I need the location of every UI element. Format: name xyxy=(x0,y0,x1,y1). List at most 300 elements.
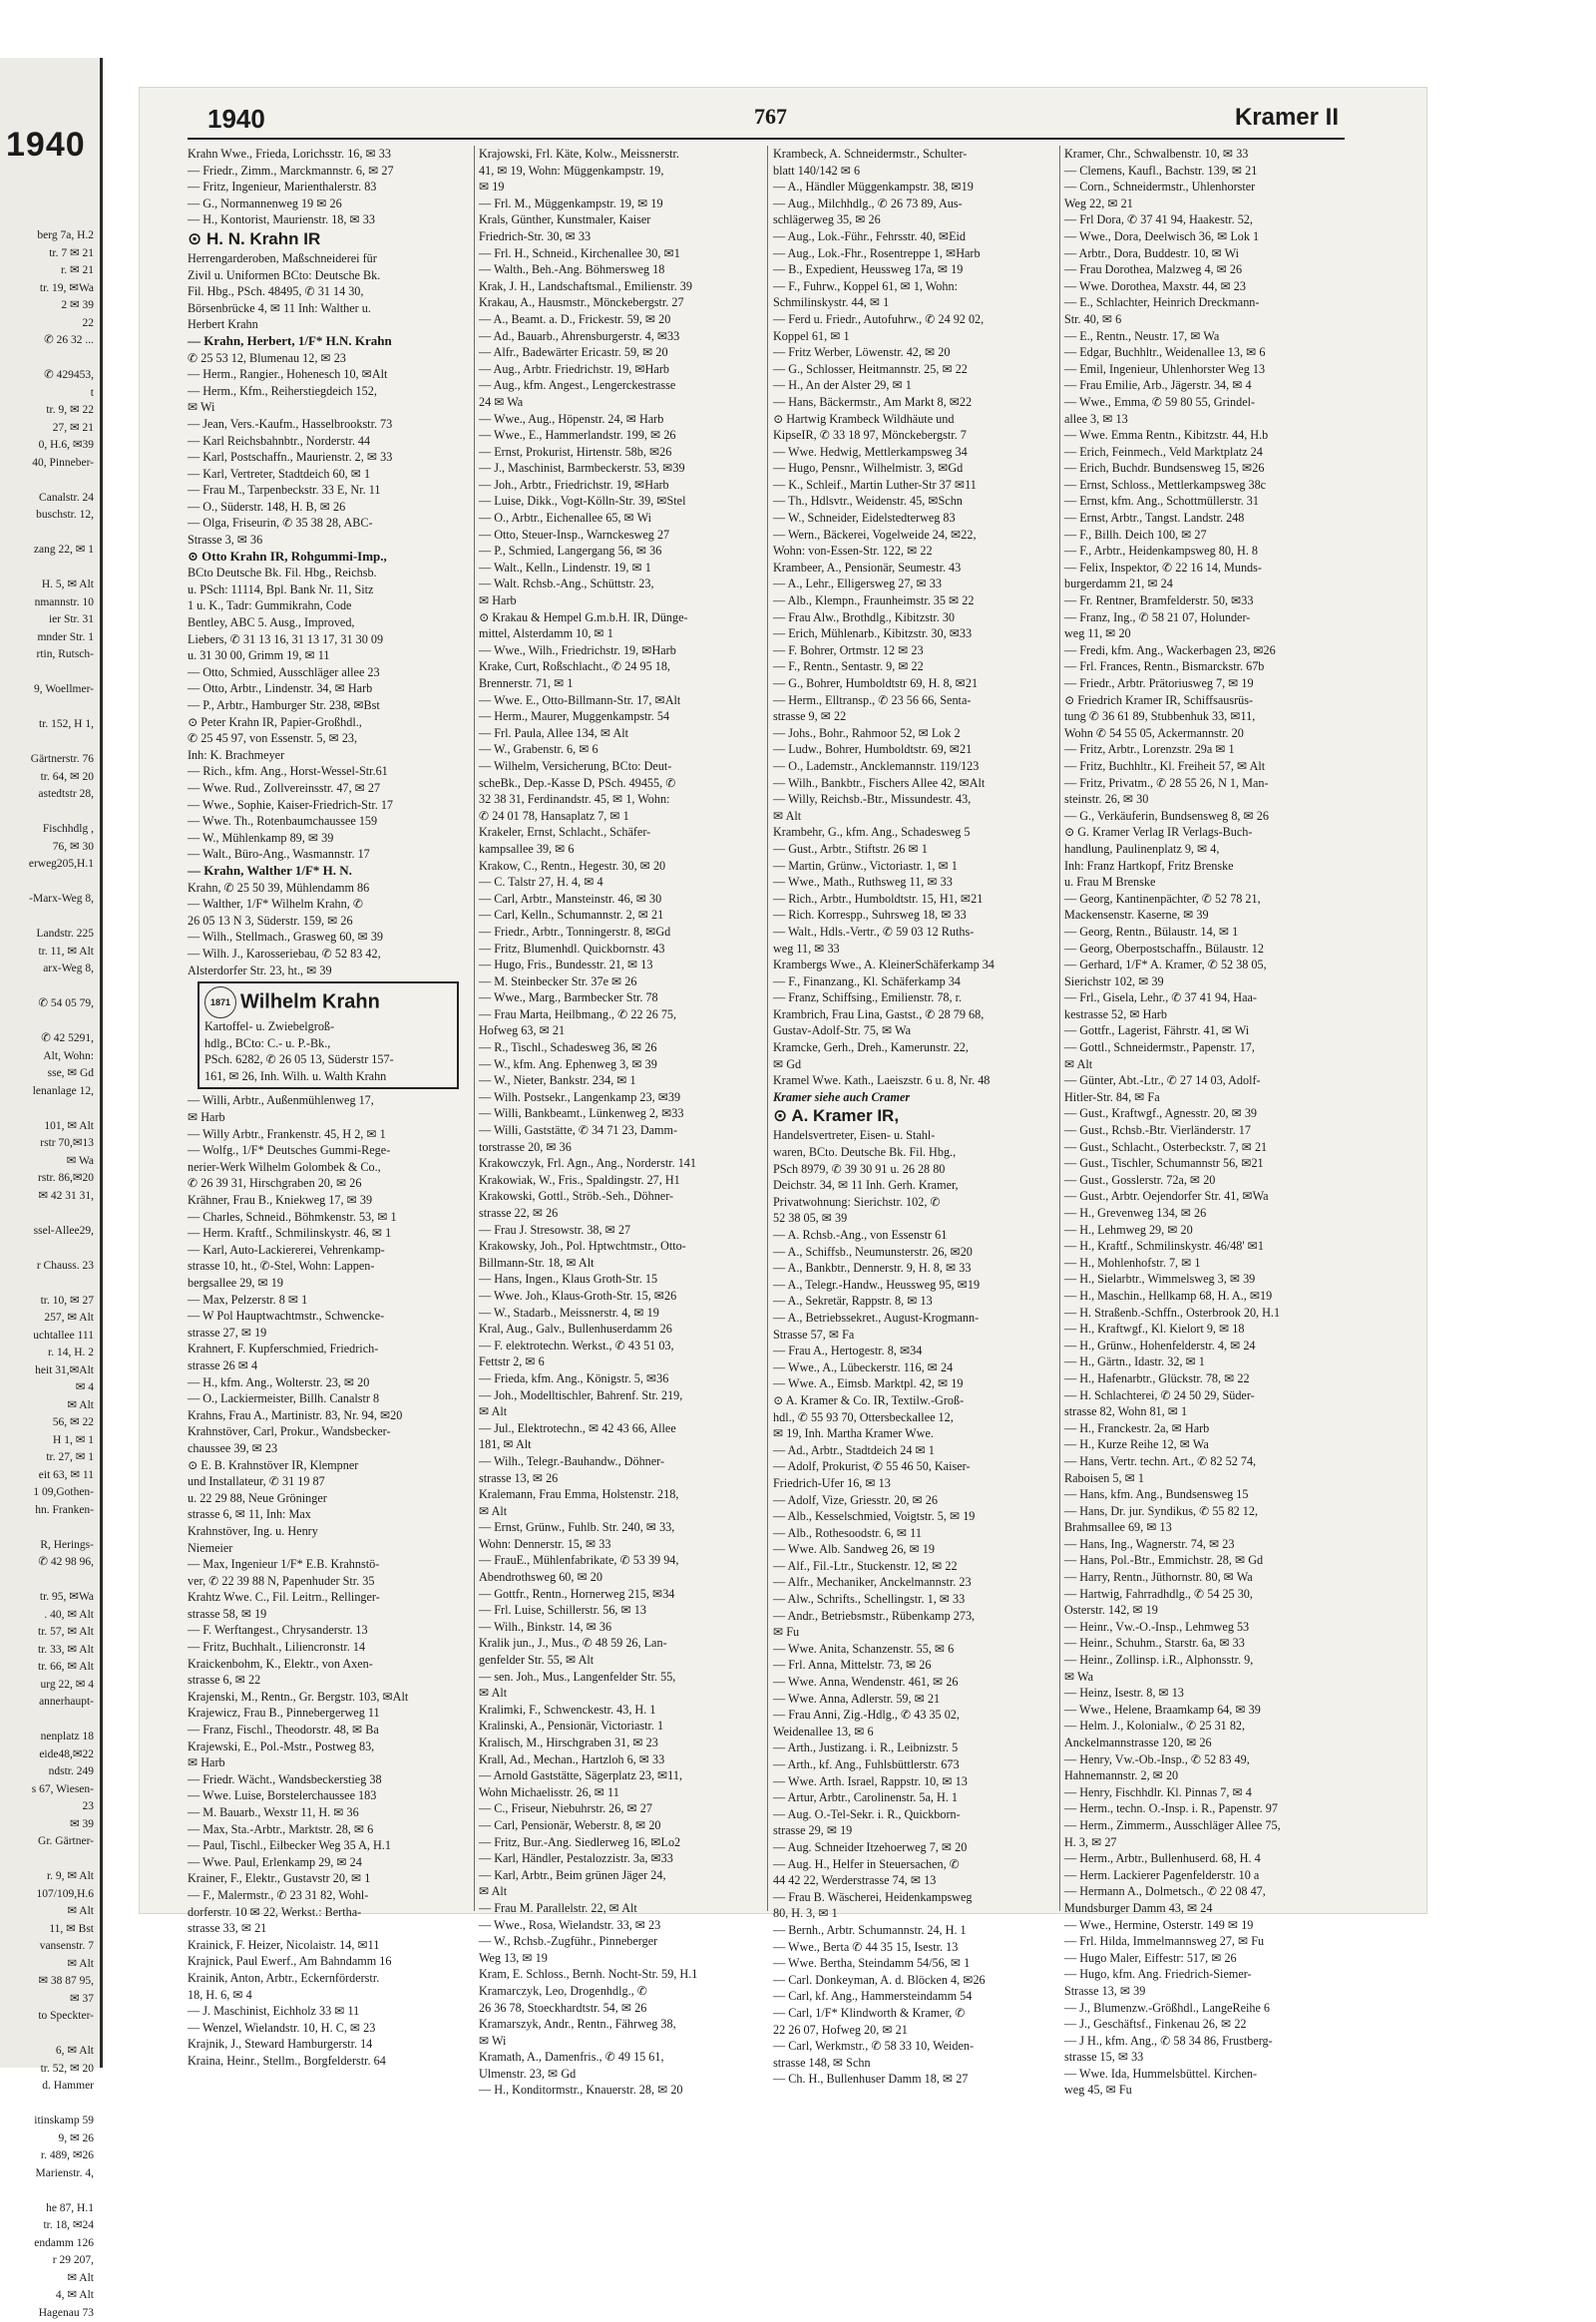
directory-entry-line: — Willi, Arbtr., Außenmühlenweg 17, xyxy=(188,1092,469,1109)
directory-entry-line: — Herm., Arbtr., Bullenhuserd. 68, H. 4 xyxy=(1064,1850,1346,1867)
previous-page-line: ✉ Wa xyxy=(0,1153,98,1171)
directory-entry-line: Gustav-Adolf-Str. 75, ✉ Wa xyxy=(773,1022,1054,1039)
directory-entry-line: — Walth., Beh.-Ang. Böhmersweg 18 xyxy=(479,261,760,278)
directory-entry-line: — Willi, Bankbeamt., Lünkenweg 2, ✉33 xyxy=(479,1105,760,1122)
previous-page-line: 40, Pinneber- xyxy=(0,455,98,473)
directory-entry-line: — Ferd u. Friedr., Autofuhrw., ✆ 24 92 02, xyxy=(773,311,1054,328)
previous-page-line: zang 22, ✉ 1 xyxy=(0,542,98,560)
directory-entry-line: nerier-Werk Wilhelm Golombek & Co., xyxy=(188,1159,469,1176)
directory-entry-line: — Herm. Lackierer Pagenfelderstr. 10 a xyxy=(1064,1867,1346,1884)
directory-entry-line: — H., Mohlenhofstr. 7, ✉ 1 xyxy=(1064,1255,1346,1272)
directory-entry-line: — Wwe. Anita, Schanzenstr. 55, ✉ 6 xyxy=(773,1641,1054,1658)
previous-page-line: itinskamp 59 xyxy=(0,2113,98,2130)
directory-entry-line: — Helm. J., Kolonialw., ✆ 25 31 82, xyxy=(1064,1718,1346,1735)
directory-entry-line: — Jean, Vers.-Kaufm., Hasselbrookstr. 73 xyxy=(188,416,469,433)
directory-entry-line: — Alb., Klempn., Fraunheimstr. 35 ✉ 22 xyxy=(773,592,1054,609)
directory-entry-line: — Frieda, kfm. Ang., Königstr. 5, ✉36 xyxy=(479,1370,760,1387)
directory-entry-line: — Hartwig, Fahrradhdlg., ✆ 54 25 30, xyxy=(1064,1586,1346,1603)
directory-entry-line: — Wwe., Berta ✆ 44 35 15, Isestr. 13 xyxy=(773,1939,1054,1956)
directory-entry-line: — Aug., Lok.-Fhr., Rosentreppe 1, ✉Harb xyxy=(773,245,1054,262)
previous-page-line: tr. 52, ✉ 20 xyxy=(0,2061,98,2079)
directory-entry-line: 52 38 05, ✉ 39 xyxy=(773,1210,1054,1227)
previous-page-line: erweg205,H.1 xyxy=(0,856,98,874)
directory-entry-line: Krähner, Frau B., Kniekweg 17, ✉ 39 xyxy=(188,1192,469,1209)
previous-page-line: tr. 64, ✉ 20 xyxy=(0,769,98,787)
directory-entry-line: — Arnold Gaststätte, Sägerplatz 23, ✉11, xyxy=(479,1767,760,1784)
directory-entry-line: ✆ 26 39 31, Hirschgraben 20, ✉ 26 xyxy=(188,1175,469,1192)
previous-page-line: berg 7a, H.2 xyxy=(0,227,98,245)
previous-page-line: ✉ Alt xyxy=(0,1956,98,1974)
directory-entry-line: — Alfr., Mechaniker, Anckelmannstr. 23 xyxy=(773,1574,1054,1591)
previous-page-line: ier Str. 31 xyxy=(0,611,98,629)
advertisement-title: Wilhelm Krahn xyxy=(240,990,380,1012)
directory-entry-line: — Wwe. Paul, Erlenkamp 29, ✉ 24 xyxy=(188,1854,469,1871)
directory-entry-line: — Carl, Werkmstr., ✆ 58 33 10, Weiden- xyxy=(773,2038,1054,2055)
directory-entry-line: Krakow, C., Rentn., Hegestr. 30, ✉ 20 xyxy=(479,858,760,875)
directory-entry-line: Krahn, ✆ 25 50 39, Mühlendamm 86 xyxy=(188,880,469,897)
directory-entry-line: — Willy, Reichsb.-Btr., Missundestr. 43, xyxy=(773,791,1054,808)
directory-entry-line: — Fr. Rentner, Bramfelderstr. 50, ✉33 xyxy=(1064,592,1346,609)
directory-entry-line: — Friedr., Arbtr. Prätoriusweg 7, ✉ 19 xyxy=(1064,675,1346,692)
directory-entry-line: — P., Arbtr., Hamburger Str. 238, ✉Bst xyxy=(188,697,469,714)
directory-entry-line: Krambeer, A., Pensionär, Seumestr. 43 xyxy=(773,560,1054,577)
directory-entry-line: — Karl, Händler, Pestalozzistr. 3a, ✉33 xyxy=(479,1850,760,1867)
previous-page-line: vansenstr. 7 xyxy=(0,1938,98,1956)
directory-entry-line: Brennerstr. 71, ✉ 1 xyxy=(479,675,760,692)
previous-page-line: arx-Weg 8, xyxy=(0,961,98,978)
directory-entry-line: — G., Verkäuferin, Bundsensweg 8, ✉ 26 xyxy=(1064,808,1346,825)
directory-entry-line: — Fritz, Buchhalt., Liliencronstr. 14 xyxy=(188,1639,469,1656)
directory-entry-line: Krajnik, J., Steward Hamburgerstr. 14 xyxy=(188,2036,469,2053)
directory-entry-line: — W., Grabenstr. 6, ✉ 6 xyxy=(479,741,760,758)
directory-entry-line: Krajowski, Frl. Käte, Kolw., Meissnerstr. xyxy=(479,146,760,163)
directory-entry-line: — Gust., Kraftwgf., Agnesstr. 20, ✉ 39 xyxy=(1064,1105,1346,1122)
directory-entry-line: — G., Normannenweg 19 ✉ 26 xyxy=(188,195,469,212)
previous-page-line: eit 63, ✉ 11 xyxy=(0,1467,98,1485)
directory-entry-line: — Wwe. Anna, Adlerstr. 59, ✉ 21 xyxy=(773,1691,1054,1708)
directory-entry-line: — Wwe. Arth. Israel, Rappstr. 10, ✉ 13 xyxy=(773,1773,1054,1790)
directory-entry-line: — J., Maschinist, Barmbeckerstr. 53, ✉39 xyxy=(479,460,760,477)
directory-entry-line: Kralinski, A., Pensionär, Victoriastr. 1 xyxy=(479,1718,760,1735)
directory-entry-line: — M. Bauarb., Wexstr 11, H. ✉ 36 xyxy=(188,1804,469,1821)
directory-entry-line: — Frau M. Parallelstr. 22, ✉ Alt xyxy=(479,1900,760,1917)
directory-entry-line: PSch 8979, ✆ 39 30 91 u. 26 28 80 xyxy=(773,1161,1054,1178)
directory-entry-line: — Herm., techn. O.-Insp. i. R., Papenstr. 97 xyxy=(1064,1800,1346,1817)
previous-page-line xyxy=(0,664,98,682)
directory-entry-line: — F., Finanzang., Kl. Schäferkamp 34 xyxy=(773,973,1054,990)
directory-entry-line: — Frl. M., Müggenkampstr. 19, ✉ 19 xyxy=(479,195,760,212)
directory-entry-line: — Paul, Tischl., Eilbecker Weg 35 A, H.1 xyxy=(188,1837,469,1854)
directory-entry-line: — H., Sielarbtr., Wimmelsweg 3, ✉ 39 xyxy=(1064,1271,1346,1288)
directory-entry-line: — Walt., Hdls.-Vertr., ✆ 59 03 12 Ruths- xyxy=(773,924,1054,941)
directory-entry-line: — Erich, Feinmech., Veld Marktplatz 24 xyxy=(1064,444,1346,461)
directory-entry-line: Krals, Günther, Kunstmaler, Kaiser xyxy=(479,211,760,228)
directory-entry-line: — A., Sekretär, Rappstr. 8, ✉ 13 xyxy=(773,1293,1054,1310)
directory-entry-line: Kramarszyk, Andr., Rentn., Fährweg 38, xyxy=(479,2016,760,2033)
directory-entry-line: — A., Telegr.-Handw., Heussweg 95, ✉19 xyxy=(773,1277,1054,1294)
directory-entry-line: und Installateur, ✆ 31 19 87 xyxy=(188,1473,469,1490)
directory-entry-line: kestrasse 52, ✉ Harb xyxy=(1064,1006,1346,1023)
directory-entry-line: u. 31 30 00, Grimm 19, ✉ 11 xyxy=(188,647,469,664)
directory-entry-line: — Felix, Inspektor, ✆ 22 16 14, Munds- xyxy=(1064,560,1346,577)
directory-entry-line: — Georg, Rentn., Bülaustr. 14, ✉ 1 xyxy=(1064,924,1346,941)
directory-entry-line: — Walt., Büro-Ang., Wasmannstr. 17 xyxy=(188,846,469,863)
directory-entry-line: — W., Nieter, Bankstr. 234, ✉ 1 xyxy=(479,1072,760,1089)
directory-entry-line: Krahnstöver, Ing. u. Henry xyxy=(188,1523,469,1540)
directory-entry-line: — Willy Arbtr., Frankenstr. 45, H 2, ✉ 1 xyxy=(188,1126,469,1143)
directory-entry-line: ⊙ A. Kramer & Co. IR, Textilw.-Groß- xyxy=(773,1392,1054,1409)
directory-entry-line: — Gottl., Schneidermstr., Papenstr. 17, xyxy=(1064,1039,1346,1056)
previous-page-line: tr. 33, ✉ Alt xyxy=(0,1642,98,1660)
previous-page-line: hn. Franken- xyxy=(0,1502,98,1520)
directory-entry-line: — Gerhard, 1/F* A. Kramer, ✆ 52 38 05, xyxy=(1064,957,1346,973)
directory-entry-line: Kramer, Chr., Schwalbenstr. 10, ✉ 33 xyxy=(1064,146,1346,163)
directory-entry-line: Hofweg 63, ✉ 21 xyxy=(479,1022,760,1039)
previous-page-line xyxy=(0,699,98,717)
directory-entry-line: u. PSch: 11114, Bpl. Bank Nr. 11, Sitz xyxy=(188,581,469,598)
directory-entry-line: — Carl. Donkeyman, A. d. Blöcken 4, ✉26 xyxy=(773,1972,1054,1989)
directory-entry-line: — sen. Joh., Mus., Langenfelder Str. 55, xyxy=(479,1669,760,1686)
directory-entry-line: strasse 13, ✉ 26 xyxy=(479,1470,760,1487)
directory-entry-line: Wohn ✆ 54 55 05, Ackermannstr. 20 xyxy=(1064,725,1346,742)
previous-page-line: tr. 19, ✉Wa xyxy=(0,280,98,298)
directory-entry-line: — Wwe. Th., Rotenbaumchaussee 159 xyxy=(188,813,469,830)
directory-entry-line: — Artur, Arbtr., Carolinenstr. 5a, H. 1 xyxy=(773,1789,1054,1806)
directory-entry-line: — C., Friseur, Niebuhrstr. 26, ✉ 27 xyxy=(479,1800,760,1817)
directory-entry-line: — Frau J. Stresowstr. 38, ✉ 27 xyxy=(479,1222,760,1239)
previous-page-line: Gärtnerstr. 76 xyxy=(0,751,98,769)
directory-entry-line: — Alw., Schrifts., Schellingstr. 1, ✉ 33 xyxy=(773,1591,1054,1608)
directory-entry-line: — Johs., Bohr., Rahmoor 52, ✉ Lok 2 xyxy=(773,725,1054,742)
previous-page-line: 9, ✉ 26 xyxy=(0,2130,98,2148)
directory-entry-line: bergsallee 29, ✉ 19 xyxy=(188,1275,469,1292)
directory-entry-line: Krakowski, Gottl., Ströb.-Seh., Döhner- xyxy=(479,1188,760,1205)
directory-entry-line: blatt 140/142 ✉ 6 xyxy=(773,163,1054,180)
directory-entry-line: — Walt., Kelln., Lindenstr. 19, ✉ 1 xyxy=(479,560,760,577)
directory-entry-line: — B., Expedient, Heussweg 17a, ✉ 19 xyxy=(773,261,1054,278)
previous-page-line xyxy=(0,1572,98,1590)
advertisement-line: 161, ✉ 26, Inh. Wilh. u. Walth Krahn xyxy=(204,1068,452,1085)
directory-entry-line: — J., Geschäftsf., Finkenau 26, ✉ 22 xyxy=(1064,2016,1346,2033)
previous-page-year: 1940 xyxy=(6,126,86,165)
directory-entry-line: — Wwe., Marg., Barmbecker Str. 78 xyxy=(479,989,760,1006)
directory-entry-line: — Ernst, Schloss., Mettlerkampsweg 38c xyxy=(1064,477,1346,494)
directory-entry-line: waren, BCto. Deutsche Bk. Fil. Hbg., xyxy=(773,1144,1054,1161)
directory-entry-line: — Fritz, Buchhltr., Kl. Freiheit 57, ✉ Alt xyxy=(1064,758,1346,775)
directory-entry-line: — Heinr., Vw.-O.-Insp., Lehmweg 53 xyxy=(1064,1619,1346,1636)
directory-entry-line: — Frau B. Wäscherei, Heidenkampsweg xyxy=(773,1889,1054,1906)
directory-entry-line: — Carl, Pensionär, Weberstr. 8, ✉ 20 xyxy=(479,1817,760,1834)
directory-entry-line: — Frl. Anna, Mittelstr. 73, ✉ 26 xyxy=(773,1657,1054,1674)
directory-entry-line: Strasse 3, ✉ 36 xyxy=(188,532,469,549)
directory-entry-line: — Herm., Zimmerm., Ausschläger Allee 75, xyxy=(1064,1817,1346,1834)
previous-page-line: s 67, Wiesen- xyxy=(0,1781,98,1799)
directory-entry-line: — Wwe., Sophie, Kaiser-Friedrich-Str. 17 xyxy=(188,797,469,814)
directory-entry-line: Börsenbrücke 4, ✉ 11 Inh: Walther u. xyxy=(188,300,469,317)
directory-entry-line: ✉ Alt xyxy=(479,1883,760,1900)
previous-page-line xyxy=(0,350,98,368)
directory-entry-line: — Aug., Arbtr. Friedrichstr. 19, ✉Harb xyxy=(479,361,760,378)
directory-entry-line: Kraina, Heinr., Stellm., Borgfelderstr. 64 xyxy=(188,2053,469,2070)
previous-page-edge xyxy=(0,58,103,2068)
column-divider xyxy=(474,146,475,1911)
directory-entry-line: Kral, Aug., Galv., Bullenhuserdamm 26 xyxy=(479,1321,760,1338)
directory-entry-line: Fil. Hbg., PSch. 48495, ✆ 31 14 30, xyxy=(188,283,469,300)
directory-entry-line: — Frl. H., Schneid., Kirchenallee 30, ✉1 xyxy=(479,245,760,262)
directory-entry-line: — Rich., Arbtr., Humboldtstr. 15, H1, ✉21 xyxy=(773,891,1054,908)
directory-entry-line: — Carl, kf. Ang., Hammersteindamm 54 xyxy=(773,1988,1054,2005)
directory-entry-line: — Max, Sta.-Arbtr., Marktstr. 28, ✉ 6 xyxy=(188,1821,469,1838)
directory-entry-line: hdl., ✆ 55 93 70, Ottersbeckallee 12, xyxy=(773,1409,1054,1426)
previous-page-line: ✆ 42 5291, xyxy=(0,1030,98,1048)
directory-entry-line: — Hans, Bäckermstr., Am Markt 8, ✉22 xyxy=(773,394,1054,411)
previous-page-line: ssel-Allee29, xyxy=(0,1223,98,1241)
previous-page-line xyxy=(0,978,98,996)
directory-entry-line: Herrengarderoben, Maßschneiderei für xyxy=(188,250,469,267)
directory-entry-line: Krajewicz, Frau B., Pinnebergerweg 11 xyxy=(188,1705,469,1722)
directory-entry-line: strasse 33, ✉ 21 xyxy=(188,1920,469,1937)
directory-entry-line: — Frl. Luise, Schillerstr. 56, ✉ 13 xyxy=(479,1602,760,1619)
directory-entry-line: — Wilh. Postsekr., Langenkamp 23, ✉39 xyxy=(479,1089,760,1106)
directory-entry-line: Kram, E. Schloss., Bernh. Nocht-Str. 59, H.1 xyxy=(479,1966,760,1983)
directory-entry-line: — Frau Emilie, Arb., Jägerstr. 34, ✉ 4 xyxy=(1064,377,1346,394)
directory-entry-line: — H., An der Alster 29, ✉ 1 xyxy=(773,377,1054,394)
previous-page-line: . 40, ✉ Alt xyxy=(0,1607,98,1625)
directory-entry-line: — Wwe. Anna, Wendenstr. 461, ✉ 26 xyxy=(773,1674,1054,1691)
directory-entry-line: — Frl. Paula, Allee 134, ✉ Alt xyxy=(479,725,760,742)
directory-entry-line: — Friedr., Arbtr., Tonningerstr. 8, ✉Gd xyxy=(479,924,760,941)
directory-entry-line: ✉ Alt xyxy=(479,1503,760,1520)
directory-entry-line: — Frau Dorothea, Malzweg 4, ✉ 26 xyxy=(1064,261,1346,278)
directory-entry-line: — Wwe. E., Otto-Billmann-Str. 17, ✉Alt xyxy=(479,692,760,709)
directory-entry-line: — P., Schmied, Langergang 56, ✉ 36 xyxy=(479,543,760,560)
directory-entry-line: — Gottfr., Lagerist, Fährstr. 41, ✉ Wi xyxy=(1064,1022,1346,1039)
directory-entry-line: — Frl Dora, ✆ 37 41 94, Haakestr. 52, xyxy=(1064,211,1346,228)
directory-entry-line: — Clemens, Kaufl., Bachstr. 139, ✉ 21 xyxy=(1064,163,1346,180)
directory-entry-line: ✆ 25 45 97, von Essenstr. 5, ✉ 23, xyxy=(188,730,469,747)
directory-entry-line: — F. Bohrer, Ortmstr. 12 ✉ 23 xyxy=(773,642,1054,659)
directory-entry-line: — Emil, Ingenieur, Uhlenhorster Weg 13 xyxy=(1064,361,1346,378)
directory-entry-line: Deichstr. 34, ✉ 11 Inh. Gerh. Kramer, xyxy=(773,1177,1054,1194)
directory-entry-line: — A. Rchsb.-Ang., von Essenstr 61 xyxy=(773,1227,1054,1244)
directory-entry-line: — Hans, kfm. Ang., Bundsensweg 15 xyxy=(1064,1486,1346,1503)
directory-entry-line: Hitler-Str. 84, ✉ Fa xyxy=(1064,1089,1346,1106)
directory-entry-line: — W., Mühlenkamp 89, ✉ 39 xyxy=(188,830,469,847)
previous-page-line: ✉ 38 87 95, xyxy=(0,1973,98,1991)
directory-entry-line: — Wwe., Dora, Deelwisch 36, ✉ Lok 1 xyxy=(1064,228,1346,245)
previous-page-line: ✉ Alt xyxy=(0,1397,98,1415)
directory-entry-line: — Fritz Werber, Löwenstr. 42, ✉ 20 xyxy=(773,344,1054,361)
previous-page-line: 11, ✉ Bst xyxy=(0,1921,98,1939)
directory-entry-line: — Adolf, Vize, Griesstr. 20, ✉ 26 xyxy=(773,1492,1054,1509)
directory-entry-line: Sierichstr 102, ✉ 39 xyxy=(1064,973,1346,990)
directory-entry-line: — Wilh., Stellmach., Grasweg 60, ✉ 39 xyxy=(188,929,469,946)
directory-entry-line: — H., Hafenarbtr., Glückstr. 78, ✉ 22 xyxy=(1064,1370,1346,1387)
previous-page-line: endamm 126 xyxy=(0,2235,98,2253)
directory-entry-line: — J. Maschinist, Eichholz 33 ✉ 11 xyxy=(188,2003,469,2020)
directory-entry-line: — H., Kraftf., Schmilinskystr. 46/48' ✉1 xyxy=(1064,1238,1346,1255)
directory-entry-line: — Frau A., Hertogestr. 8, ✉34 xyxy=(773,1343,1054,1359)
directory-entry-line: — Hans, Pol.-Btr., Emmichstr. 28, ✉ Gd xyxy=(1064,1552,1346,1569)
directory-entry-line: — Adolf, Prokurist, ✆ 55 46 50, Kaiser- xyxy=(773,1458,1054,1475)
directory-entry-line: Krakowiak, W., Fris., Spaldingstr. 27, H1 xyxy=(479,1172,760,1189)
directory-entry-line: Krambehr, G., kfm. Ang., Schadesweg 5 xyxy=(773,824,1054,841)
directory-entry-line: — Walt. Rchsb.-Ang., Schüttstr. 23, xyxy=(479,576,760,592)
directory-entry-line: Krahnert, F. Kupferschmied, Friedrich- xyxy=(188,1341,469,1357)
directory-entry-line: — H., Lehmweg 29, ✉ 20 xyxy=(1064,1222,1346,1239)
previous-page-line: 6, ✉ Alt xyxy=(0,2043,98,2061)
directory-entry-line: — Edgar, Buchhltr., Weidenallee 13, ✉ 6 xyxy=(1064,344,1346,361)
directory-entry-line: — H. Straßenb.-Schffn., Osterbrook 20, H.1 xyxy=(1064,1305,1346,1322)
directory-entry-line: Alsterdorfer Str. 23, ht., ✉ 39 xyxy=(188,963,469,979)
directory-entry-line: ✉ Alt xyxy=(479,1685,760,1702)
directory-entry-line: — Franz, Fischl., Theodorstr. 48, ✉ Ba xyxy=(188,1722,469,1739)
directory-entry-line: — O., Arbtr., Eichenallee 65, ✉ Wi xyxy=(479,510,760,527)
directory-entry-line: Kramcke, Gerh., Dreh., Kamerunstr. 22, xyxy=(773,1039,1054,1056)
directory-entry-line: — Max, Pelzerstr. 8 ✉ 1 xyxy=(188,1292,469,1309)
directory-entry-line: strasse 9, ✉ 22 xyxy=(773,708,1054,725)
directory-entry-line: — Herm., Kfm., Reiherstiegdeich 152, xyxy=(188,383,469,400)
directory-entry-line: ✉ Alt xyxy=(773,808,1054,825)
directory-entry-line: handlung, Paulinenplatz 9, ✉ 4, xyxy=(1064,841,1346,858)
directory-entry-line: u. 22 29 88, Neue Gröninger xyxy=(188,1490,469,1507)
directory-entry-line: ✉ Gd xyxy=(773,1056,1054,1073)
directory-entry-line: — Erich, Buchdr. Bundsensweg 15, ✉26 xyxy=(1064,460,1346,477)
directory-entry-line: ✉ Harb xyxy=(479,592,760,609)
directory-entry-line: — Wilh., Binkstr. 14, ✉ 36 xyxy=(479,1619,760,1636)
previous-page-line: ndstr. 249 xyxy=(0,1763,98,1781)
previous-page-line: rstr 70,✉13 xyxy=(0,1135,98,1153)
previous-page-line: ✆ 429453, xyxy=(0,367,98,385)
directory-entry-line: ✉ Alt xyxy=(1064,1056,1346,1073)
directory-entry-line: — Gust., Arbtr., Stiftstr. 26 ✉ 1 xyxy=(773,841,1054,858)
previous-page-line xyxy=(0,1100,98,1118)
directory-entry-line: — Aug. Schneider Itzehoerweg 7, ✉ 20 xyxy=(773,1839,1054,1856)
directory-entry-line: ⊙ Hartwig Krambeck Wildhäute und xyxy=(773,411,1054,428)
directory-entry-line: — H., Kraftwgf., Kl. Kielort 9, ✉ 18 xyxy=(1064,1321,1346,1338)
directory-entry-line: — Wwe., Helene, Braamkamp 64, ✉ 39 xyxy=(1064,1702,1346,1719)
directory-entry-line: — H., Franckestr. 2a, ✉ Harb xyxy=(1064,1420,1346,1437)
directory-entry-line: — Fritz, Bur.-Ang. Siedlerweg 16, ✉Lo2 xyxy=(479,1834,760,1851)
directory-entry-line: ⊙ Otto Krahn IR, Rohgummi-Imp., xyxy=(188,549,469,566)
directory-entry-line: — Wwe. Ida, Hummelsbüttel. Kirchen- xyxy=(1064,2066,1346,2083)
directory-entry-line: — Alb., Rothesoodstr. 6, ✉ 11 xyxy=(773,1525,1054,1542)
previous-page-line xyxy=(0,1275,98,1293)
directory-entry-line: — Karl, Vertreter, Stadtdeich 60, ✉ 1 xyxy=(188,466,469,483)
previous-page-line xyxy=(0,2182,98,2200)
previous-page-line: 23 xyxy=(0,1798,98,1816)
previous-page-line: tr. 9, ✉ 22 xyxy=(0,402,98,420)
directory-entry-line: — Hugo, kfm. Ang. Friedrich-Siemer- xyxy=(1064,1966,1346,1983)
directory-entry-line: — Wilh., Telegr.-Bauhandw., Döhner- xyxy=(479,1453,760,1470)
directory-entry-line: Koppel 61, ✉ 1 xyxy=(773,328,1054,345)
directory-entry-line: Friedrich-Str. 30, ✉ 33 xyxy=(479,228,760,245)
directory-entry-line: Krainer, F., Elektr., Gustavstr 20, ✉ 1 xyxy=(188,1870,469,1887)
directory-entry-line: ✉ Harb xyxy=(188,1754,469,1771)
directory-entry-line: scheBk., Dep.-Kasse D, PSch. 49455, ✆ xyxy=(479,775,760,792)
directory-entry-line: — Herm., Maurer, Muggenkampstr. 54 xyxy=(479,708,760,725)
directory-entry-line: — Gottfr., Rentn., Hornerweg 215, ✉34 xyxy=(479,1586,760,1603)
directory-entry-line: ⊙ Peter Krahn IR, Papier-Großhdl., xyxy=(188,714,469,731)
directory-entry-line: ⊙ E. B. Krahnstöver IR, Klempner xyxy=(188,1457,469,1474)
directory-entry-line: Krajnick, Paul Ewerf., Am Bahndamm 16 xyxy=(188,1953,469,1970)
previous-page-line: ✆ 26 32 ... xyxy=(0,332,98,350)
directory-entry-line: — Wilh. J., Karosseriebau, ✆ 52 83 42, xyxy=(188,946,469,963)
directory-column-3 xyxy=(773,146,1054,2088)
directory-entry-line: Kraickenbohm, K., Elektr., von Axen- xyxy=(188,1656,469,1673)
directory-entry-line: — H., Maschin., Hellkamp 68, H. A., ✉19 xyxy=(1064,1288,1346,1305)
page-year: 1940 xyxy=(207,104,265,135)
directory-entry-line: ✉ Wi xyxy=(188,399,469,416)
directory-entry-line: — H., Gärtn., Idastr. 32, ✉ 1 xyxy=(1064,1354,1346,1370)
directory-entry-line: Abendrothsweg 60, ✉ 20 xyxy=(479,1569,760,1586)
page-number: 767 xyxy=(754,104,787,130)
directory-entry-line: Weg 22, ✉ 21 xyxy=(1064,195,1346,212)
directory-entry-line: — Herm., Rangier., Hohenesch 10, ✉Alt xyxy=(188,366,469,383)
previous-page-line: urg 22, ✉ 4 xyxy=(0,1677,98,1695)
directory-entry-line: — Aug., kfm. Angest., Lengerckestrasse xyxy=(479,377,760,394)
directory-entry-line: Wohn: Dennerstr. 15, ✉ 33 xyxy=(479,1536,760,1553)
previous-page-line: 101, ✉ Alt xyxy=(0,1118,98,1136)
directory-entry-line: — F. Werftangest., Chrysanderstr. 13 xyxy=(188,1622,469,1639)
previous-page-line: Marienstr. 4, xyxy=(0,2165,98,2183)
directory-entry-line: steinstr. 26, ✉ 30 xyxy=(1064,791,1346,808)
directory-entry-line: — Heinr., Schuhm., Starstr. 6a, ✉ 33 xyxy=(1064,1635,1346,1652)
previous-page-line: eide48,✉22 xyxy=(0,1746,98,1764)
directory-entry-line: Krahns, Frau A., Martinistr. 83, Nr. 94, ✉20 xyxy=(188,1407,469,1424)
previous-page-line: 22 xyxy=(0,315,98,333)
previous-page-line: r 29 207, xyxy=(0,2252,98,2270)
directory-entry-line: — Frl. Hilda, Immelmannsweg 27, ✉ Fu xyxy=(1064,1933,1346,1950)
previous-page-line: r. 9, ✉ Alt xyxy=(0,1868,98,1886)
directory-entry-line: — Alb., Kesselschmied, Voigtstr. 5, ✉ 19 xyxy=(773,1508,1054,1525)
directory-entry-line: ⊙ A. Kramer IR, xyxy=(773,1105,1054,1127)
advertisement-box xyxy=(198,981,459,1089)
directory-entry-line: Mackensenstr. Kaserne, ✉ 39 xyxy=(1064,907,1346,924)
directory-entry-line: Wohn: von-Essen-Str. 122, ✉ 22 xyxy=(773,543,1054,560)
directory-entry-line: — Gust., Tischler, Schumannstr 56, ✉21 xyxy=(1064,1155,1346,1172)
previous-page-line xyxy=(0,1519,98,1537)
previous-page-line xyxy=(0,2096,98,2114)
previous-page-line: buschstr. 12, xyxy=(0,507,98,525)
previous-page-line: tr. 7 ✉ 21 xyxy=(0,245,98,263)
directory-entry-line: — Wwe., Aug., Höpenstr. 24, ✉ Harb xyxy=(479,411,760,428)
directory-column-2 xyxy=(479,146,760,2099)
directory-entry-line: — Krahn, Walther 1/F* H. N. xyxy=(188,863,469,880)
page-header xyxy=(188,104,1335,134)
previous-page-line: mnder Str. 1 xyxy=(0,629,98,647)
previous-page-line: 27, ✉ 21 xyxy=(0,420,98,438)
directory-entry-line: 181, ✉ Alt xyxy=(479,1436,760,1453)
previous-page-line: ✉ 39 xyxy=(0,1816,98,1834)
directory-entry-line: — H., Kontorist, Maurienstr. 18, ✉ 33 xyxy=(188,211,469,228)
page-keyword: Kramer II xyxy=(1235,104,1339,132)
directory-entry-line: — Walther, 1/F* Wilhelm Krahn, ✆ xyxy=(188,896,469,913)
directory-entry-line: — Heinr., Zollinsp. i.R., Alphonsstr. 9, xyxy=(1064,1652,1346,1669)
previous-page-line: Gr. Gärtner- xyxy=(0,1833,98,1851)
directory-entry-line: burgerdamm 21, ✉ 24 xyxy=(1064,576,1346,592)
directory-entry-line: Kramarczyk, Leo, Drogenhdlg., ✆ xyxy=(479,1983,760,2000)
directory-entry-line: — Georg, Kantinenpächter, ✆ 52 78 21, xyxy=(1064,891,1346,908)
directory-entry-line: — Hugo Maler, Eiffestr: 517, ✉ 26 xyxy=(1064,1950,1346,1967)
directory-entry-line: — R., Tischl., Schadesweg 36, ✉ 26 xyxy=(479,1039,760,1056)
directory-entry-line: tung ✆ 36 61 89, Stubbenhuk 33, ✉11, xyxy=(1064,708,1346,725)
previous-page-line xyxy=(0,909,98,927)
previous-page-line: tr. 57, ✉ Alt xyxy=(0,1624,98,1642)
directory-entry-line: — A., Schiffsb., Neumunsterstr. 26, ✉20 xyxy=(773,1244,1054,1261)
previous-page-line: r. ✉ 21 xyxy=(0,262,98,280)
directory-entry-line: — Aug. H., Helfer in Steuersachen, ✆ xyxy=(773,1856,1054,1873)
